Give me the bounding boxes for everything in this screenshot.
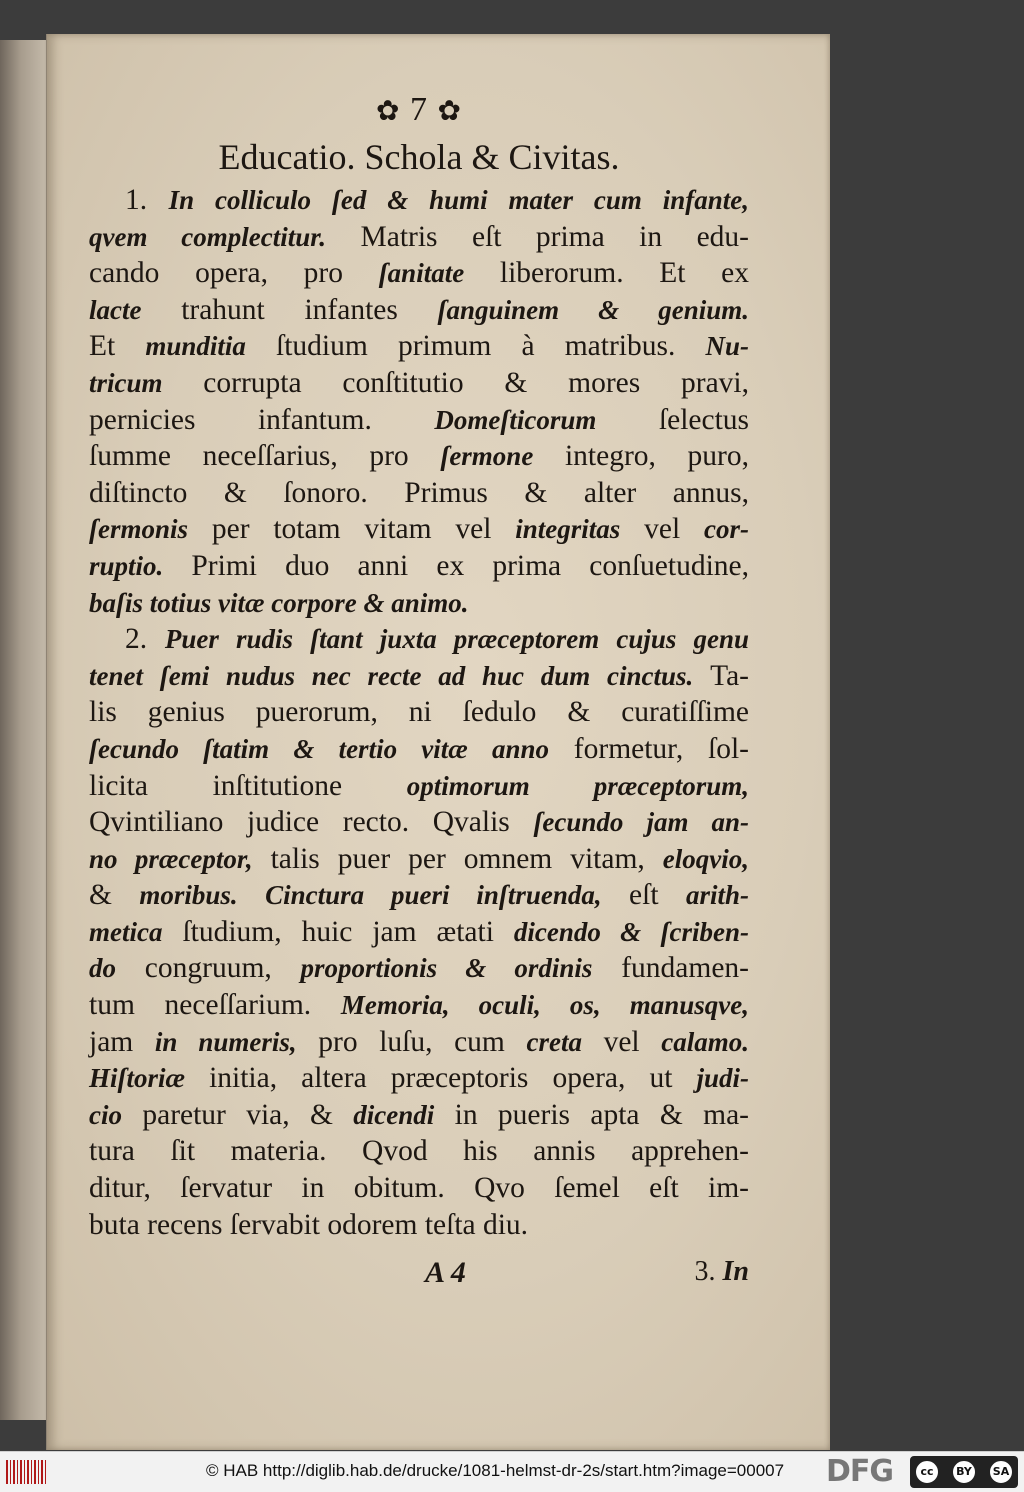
- text-line: [89, 1207, 749, 1244]
- roman-span: Matris eſt prima in edu-: [326, 220, 749, 253]
- italic-span: ſanguinem & genium.: [437, 294, 749, 325]
- catchword-word: In: [722, 1256, 749, 1287]
- italic-span: do: [89, 953, 116, 984]
- page-text: [89, 88, 749, 1243]
- italic-span: ruptio.: [89, 550, 164, 581]
- text-line: [89, 987, 749, 1024]
- roman-span: ſtudium primum à matribus.: [245, 330, 706, 363]
- book-page: [46, 34, 830, 1450]
- italic-span: calamo.: [661, 1026, 749, 1057]
- text-line: [89, 841, 749, 878]
- text-line: [89, 548, 749, 585]
- text-line: [89, 219, 749, 256]
- italic-span: Nu-: [705, 331, 749, 362]
- italic-span: integritas: [515, 514, 621, 545]
- roman-span: diſtincto & ſonoro. Primus & alter annus,: [89, 476, 749, 509]
- roman-span: ſelectus: [596, 403, 749, 436]
- italic-span: arith-: [685, 880, 750, 911]
- roman-span: tum neceſſarium.: [89, 989, 341, 1022]
- italic-span: qvem complectitur.: [89, 221, 327, 252]
- roman-span: tura ſit materia. Qvod his annis apprehen-: [89, 1135, 749, 1168]
- italic-span: eloqvio,: [662, 843, 749, 874]
- italic-span: ſecundo jam an-: [533, 807, 749, 838]
- page-number: 7: [410, 91, 428, 128]
- italic-span: baſis totius vitæ corpore & animo.: [89, 587, 469, 618]
- text-line: [89, 438, 749, 475]
- text-line: [89, 1024, 749, 1061]
- italic-span: Domeſticorum: [434, 404, 597, 435]
- page-footer: [89, 1256, 749, 1296]
- text-line: [89, 1097, 749, 1134]
- roman-span: trahunt infantes: [141, 293, 438, 326]
- roman-span: cando opera, pro: [89, 257, 379, 290]
- text-line: [89, 1133, 749, 1170]
- roman-span: per totam vitam vel: [188, 513, 516, 546]
- roman-span: ditur, ſervatur in obitum. Qvo ſemel eſt im-: [89, 1172, 749, 1205]
- text-line: [89, 804, 749, 841]
- roman-span: ſtudium, huic jam ætati: [162, 915, 514, 948]
- roman-span: jam: [89, 1025, 155, 1058]
- ornament-right-icon: ✿: [437, 94, 462, 127]
- italic-span: dicendi: [353, 1099, 435, 1130]
- italic-span: proportionis & ordinis: [300, 953, 593, 984]
- text-line: [89, 658, 749, 695]
- roman-span: fundamen-: [592, 952, 749, 985]
- italic-span: judi-: [696, 1063, 749, 1094]
- text-line: [89, 950, 749, 987]
- roman-span: buta recens ſervabit odorem teſta diu.: [89, 1208, 529, 1241]
- section-title: Educatio. Schola & Civitas.: [218, 137, 620, 177]
- italic-span: ſermonis: [89, 514, 189, 545]
- text-line: [89, 1170, 749, 1207]
- text-line: [89, 255, 749, 292]
- text-line: [89, 475, 749, 512]
- roman-span: pernicies infantum.: [89, 403, 435, 436]
- cc-icon: cc: [914, 1459, 940, 1485]
- text-line: [89, 1060, 749, 1097]
- italic-span: optimorum præceptorum,: [406, 770, 750, 801]
- text-line: [89, 402, 749, 439]
- roman-span: vel: [581, 1025, 662, 1058]
- italic-span: Puer rudis ſtant juxta præceptorem cujus genu: [164, 624, 750, 655]
- cc-license-badge[interactable]: [910, 1456, 1018, 1488]
- text-line: [89, 328, 749, 365]
- catchword-number: 3.: [694, 1256, 716, 1287]
- barcode-icon: [6, 1460, 46, 1484]
- italic-span: In colliculo ſed & humi mater cum infante,: [168, 185, 750, 215]
- dfg-logo: DFG: [826, 1454, 894, 1489]
- roman-span: &: [89, 879, 140, 912]
- roman-span: integro, puro,: [533, 440, 749, 473]
- previous-page-edge: [0, 40, 52, 1420]
- italic-span: ſermone: [440, 441, 534, 472]
- by-icon: BY: [951, 1459, 977, 1485]
- roman-span: Et: [89, 330, 146, 363]
- roman-span: eſt: [601, 879, 686, 912]
- italic-span: metica: [89, 916, 163, 947]
- attribution-link[interactable]: © HAB http://diglib.hab.de/drucke/1081-helmst-dr-2s/start.htm?image=00007: [206, 1461, 785, 1480]
- body-text: [89, 182, 749, 1243]
- italic-span: no præceptor,: [89, 843, 253, 874]
- roman-span: paretur via, &: [122, 1098, 354, 1131]
- signature-mark: A 4: [425, 1256, 466, 1289]
- text-line: [89, 182, 749, 219]
- italic-span: cio: [89, 1099, 122, 1130]
- italic-span: ſanitate: [378, 258, 465, 289]
- text-line: [89, 914, 749, 951]
- text-line: [89, 292, 749, 329]
- italic-span: munditia: [145, 331, 246, 362]
- roman-span: 1.: [125, 184, 169, 216]
- ornament-left-icon: ✿: [376, 94, 401, 127]
- catchword: [695, 1256, 749, 1288]
- italic-span: moribus.: [139, 880, 238, 911]
- roman-span: corrupta conſtitutio & mores pravi,: [162, 366, 749, 399]
- text-line: [89, 694, 749, 731]
- roman-span: congruum,: [116, 952, 301, 985]
- text-line: [89, 585, 749, 622]
- roman-span: in pueris apta & ma-: [434, 1098, 749, 1131]
- attribution-bar: [0, 1451, 1024, 1492]
- italic-span: Memoria, oculi, os, manusqve,: [340, 990, 749, 1021]
- roman-span: initia, altera præceptoris opera, ut: [185, 1062, 697, 1095]
- roman-span: Primi duo anni ex prima conſuetudine,: [163, 549, 749, 582]
- running-header: [89, 88, 749, 132]
- italic-span: in numeris,: [154, 1026, 297, 1057]
- roman-span: licita inſtitutione: [89, 769, 407, 802]
- roman-span: 2.: [125, 623, 165, 656]
- italic-span: lacte: [89, 294, 142, 325]
- roman-span: lis genius puerorum, ni ſedulo & curatiſſime: [89, 696, 749, 729]
- italic-span: cor-: [704, 514, 749, 545]
- italic-span: tenet ſemi nudus nec recte ad huc dum cinctus.: [89, 660, 694, 691]
- roman-span: talis puer per omnem vitam,: [252, 842, 663, 875]
- italic-span: Hiſtoriæ: [89, 1063, 186, 1094]
- roman-span: Qvintiliano judice recto. Qvalis: [89, 806, 534, 839]
- sa-icon: SA: [988, 1459, 1014, 1485]
- text-line: [89, 768, 749, 805]
- roman-span: pro luſu, cum: [296, 1025, 527, 1058]
- italic-span: creta: [526, 1026, 582, 1057]
- text-line: [89, 621, 749, 658]
- italic-span: Cinctura pueri inſtruenda,: [265, 880, 602, 911]
- italic-span: dicendo & ſcriben-: [513, 916, 749, 947]
- text-line: [89, 365, 749, 402]
- roman-span: [238, 879, 265, 911]
- text-line: [89, 511, 749, 548]
- italic-span: ſecundo ſtatim & tertio vitæ anno: [89, 733, 549, 764]
- roman-span: liberorum. Et ex: [464, 257, 749, 290]
- text-line: [89, 731, 749, 768]
- roman-span: Ta-: [693, 659, 749, 692]
- roman-span: vel: [620, 513, 705, 546]
- text-line: [89, 877, 749, 914]
- roman-span: formetur, ſol-: [548, 732, 749, 765]
- italic-span: tricum: [89, 367, 163, 398]
- roman-span: ſumme neceſſarius, pro: [89, 440, 441, 473]
